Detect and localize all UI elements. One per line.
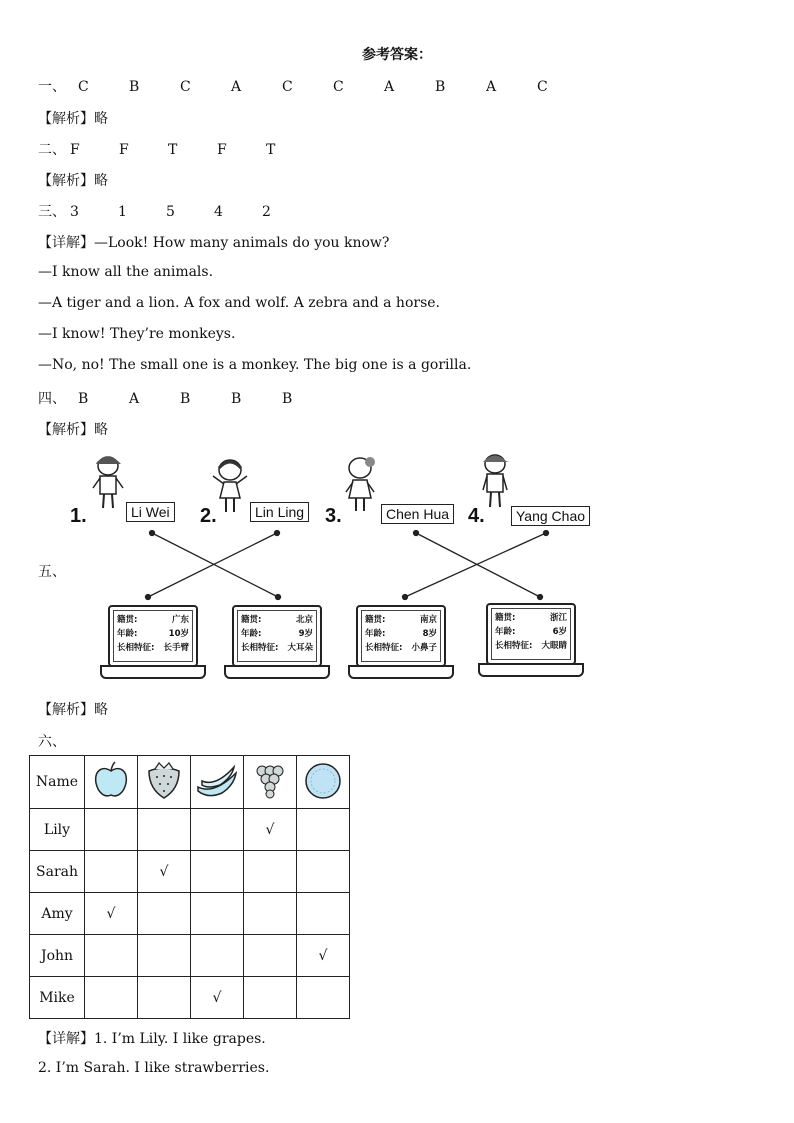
card-key: 年龄: xyxy=(241,629,262,639)
card-value: 8岁 xyxy=(422,629,437,639)
dialogue-line: —I know all the animals. xyxy=(38,264,214,280)
detail-line: 2. I’m Sarah. I like strawberries. xyxy=(38,1060,270,1076)
section-4-answers xyxy=(38,388,333,408)
detail-line: 1. I’m Lily. I like grapes. xyxy=(94,1031,266,1047)
answer: 5 xyxy=(166,204,175,220)
card-value: 浙江 xyxy=(549,613,567,623)
answer: B xyxy=(129,79,140,95)
card-key: 长相特征: xyxy=(495,641,533,651)
section-2-note: 【解析】略 xyxy=(38,173,108,189)
card-key: 籍贯: xyxy=(365,615,386,625)
section-3-detail-line xyxy=(38,232,389,252)
table-header-row xyxy=(30,756,350,809)
detail-prefix: 【详解】 xyxy=(38,235,94,251)
card-value: 大耳朵 xyxy=(287,643,313,653)
dialogue-line: —A tiger and a lion. A fox and wolf. A zebra and a horse. xyxy=(38,295,440,311)
answer: B xyxy=(231,391,242,407)
row-name: John xyxy=(30,935,85,977)
page-title: 参考答案： xyxy=(362,47,432,63)
answer: C xyxy=(537,79,548,95)
table-row xyxy=(30,893,350,935)
section-4-note: 【解析】略 xyxy=(38,422,108,438)
card-key: 籍贯: xyxy=(495,613,516,623)
answer: A xyxy=(129,391,140,407)
info-laptop xyxy=(348,605,452,679)
answer: F xyxy=(70,142,80,158)
check-mark: √ xyxy=(85,893,138,935)
answer: A xyxy=(486,79,497,95)
card-value: 小鼻子 xyxy=(411,643,437,653)
answer: 4 xyxy=(214,204,223,220)
answer: T xyxy=(266,142,276,158)
section-5-note: 【解析】略 xyxy=(38,702,108,718)
section-label: 四、 xyxy=(38,391,66,407)
strawberry-icon xyxy=(138,756,191,809)
answer: T xyxy=(168,142,178,158)
section-label: 六、 xyxy=(38,734,66,750)
card-value: 南京 xyxy=(419,615,437,625)
card-key: 籍贯: xyxy=(117,615,138,625)
matching-figure xyxy=(60,450,590,690)
row-name: Sarah xyxy=(30,851,85,893)
row-name: Lily xyxy=(30,809,85,851)
answer: B xyxy=(435,79,446,95)
section-2-answers xyxy=(38,139,315,159)
answer: C xyxy=(333,79,344,95)
table-row xyxy=(30,977,350,1019)
child-name-box: Li Wei xyxy=(126,502,175,522)
card-value: 广东 xyxy=(171,615,189,625)
card-value: 9岁 xyxy=(298,629,313,639)
table-row xyxy=(30,809,350,851)
answer: A xyxy=(384,79,395,95)
section-6-detail-line xyxy=(38,1028,266,1048)
answer: F xyxy=(217,142,227,158)
card-key: 长相特征: xyxy=(365,643,403,653)
card-value: 10岁 xyxy=(168,629,189,639)
card-value: 北京 xyxy=(295,615,313,625)
detail-prefix: 【详解】 xyxy=(38,1031,94,1047)
answer: B xyxy=(282,391,293,407)
dialogue-line: —Look! How many animals do you know? xyxy=(94,235,390,251)
child-name-box: Yang Chao xyxy=(511,506,590,526)
info-laptop xyxy=(100,605,204,679)
child-number: 3. xyxy=(325,505,342,527)
banana-icon xyxy=(191,756,244,809)
section-label: 五、 xyxy=(38,564,66,580)
child-name-box: Lin Ling xyxy=(250,502,309,522)
info-laptop xyxy=(478,603,582,677)
child-name-box: Chen Hua xyxy=(381,504,454,524)
check-mark: √ xyxy=(138,851,191,893)
row-name: Mike xyxy=(30,977,85,1019)
dialogue-line: —No, no! The small one is a monkey. The big one is a gorilla. xyxy=(38,357,472,373)
section-label: 一、 xyxy=(38,79,66,95)
section-3-answers xyxy=(38,201,310,221)
answer: C xyxy=(78,79,89,95)
answer: C xyxy=(180,79,191,95)
card-value: 6岁 xyxy=(552,627,567,637)
grapes-icon xyxy=(244,756,297,809)
section-label: 三、 xyxy=(38,204,66,220)
card-key: 长相特征: xyxy=(241,643,279,653)
answer: A xyxy=(231,79,242,95)
answer: F xyxy=(119,142,129,158)
section-label: 二、 xyxy=(38,142,66,158)
answer: B xyxy=(180,391,191,407)
fruit-preference-table xyxy=(29,755,350,1019)
child-number: 4. xyxy=(468,505,485,527)
row-name: Amy xyxy=(30,893,85,935)
card-key: 年龄: xyxy=(495,627,516,637)
card-value: 长手臂 xyxy=(163,643,189,653)
answer: 3 xyxy=(70,204,79,220)
section-1-note: 【解析】略 xyxy=(38,111,108,127)
answer: B xyxy=(78,391,89,407)
apple-icon xyxy=(85,756,138,809)
card-key: 籍贯: xyxy=(241,615,262,625)
card-key: 长相特征: xyxy=(117,643,155,653)
answer: C xyxy=(282,79,293,95)
child-number: 1. xyxy=(70,505,87,527)
check-mark: √ xyxy=(244,809,297,851)
answer: 2 xyxy=(262,204,271,220)
card-value: 大眼睛 xyxy=(541,641,567,651)
table-row xyxy=(30,851,350,893)
info-laptop xyxy=(224,605,328,679)
card-key: 年龄: xyxy=(117,629,138,639)
dialogue-line: —I know! They’re monkeys. xyxy=(38,326,236,342)
header-name: Name xyxy=(30,756,85,809)
section-1-answers xyxy=(38,76,588,96)
orange-icon xyxy=(297,756,350,809)
answer: 1 xyxy=(118,204,127,220)
card-key: 年龄: xyxy=(365,629,386,639)
check-mark: √ xyxy=(297,935,350,977)
table-row xyxy=(30,935,350,977)
child-number: 2. xyxy=(200,505,217,527)
check-mark: √ xyxy=(191,977,244,1019)
